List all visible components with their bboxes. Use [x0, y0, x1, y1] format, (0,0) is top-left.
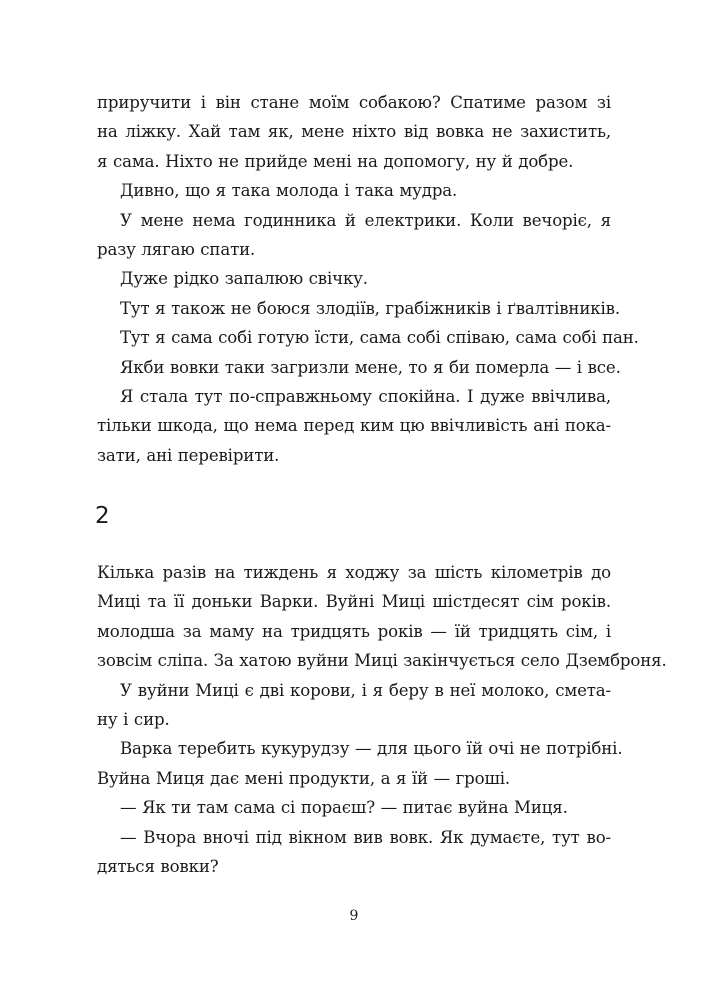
text-line: я сама. Ніхто не прийде мені на допомогу, ну й добре. [97, 151, 574, 171]
text-line: У мене нема годинника й електрики. Коли вечоріє, я [120, 210, 611, 230]
text-line: Варка теребить кукурудзу — для цього їй очі не потрібні. [120, 739, 623, 759]
text-line: зовсім сліпа. За хатою вуйни Миці закінчується село Дземброня. [97, 651, 667, 671]
text-line: молодша за маму на тридцять років — їй тридцять сім, і [97, 621, 611, 641]
text-line: Вуйна Миця дає мені продукти, а я їй — гроші. [97, 768, 511, 788]
text-line: Кілька разів на тиждень я ходжу за шість кілометрів до [97, 563, 611, 582]
text-line: разу лягаю спати. [97, 239, 256, 259]
text-line: Миці та її доньки Варки. Вуйні Миці шістдесят сім років. [97, 592, 611, 612]
text-line: Дуже рідко запалюю свічку. [120, 269, 368, 289]
text-line: приручити і він стане моїм собакою? Спатиме разом зі [97, 93, 611, 112]
text-line: ну і сир. [97, 709, 170, 729]
page-number: 9 [349, 908, 359, 924]
text-line: тільки шкода, що нема перед ким цю ввічливість ані пока- [97, 416, 611, 436]
text-line: на ліжку. Хай там як, мене ніхто від вовка не захистить, [97, 122, 611, 142]
text-section-bottom [97, 558, 667, 881]
text-line: зати, ані перевірити. [97, 445, 280, 465]
text-line: Я стала тут по-справжньому спокійна. І дуже ввічлива, [120, 386, 611, 406]
text-line: Тут я також не боюся злодіїв, грабіжників і ґвалтівників. [120, 298, 620, 318]
text-line: Якби вовки таки загризли мене, то я би померла — і все. [120, 357, 621, 377]
text-line: У вуйни Миці є дві корови, і я беру в неї молоко, смета- [120, 680, 611, 700]
chapter-number: 2 [95, 503, 110, 529]
text-line: Тут я сама собі готую їсти, сама собі співаю, сама собі пан. [120, 328, 639, 348]
text-line: дяться вовки? [97, 856, 219, 876]
text-line: — Вчора вночі під вікном вив вовк. Як думаєте, тут во- [120, 827, 611, 847]
text-line: Дивно, що я така молода і така мудра. [120, 181, 458, 201]
text-section-top [97, 88, 639, 470]
text-line: — Як ти там сама сі пораєш? — питає вуйна Миця. [120, 798, 568, 818]
